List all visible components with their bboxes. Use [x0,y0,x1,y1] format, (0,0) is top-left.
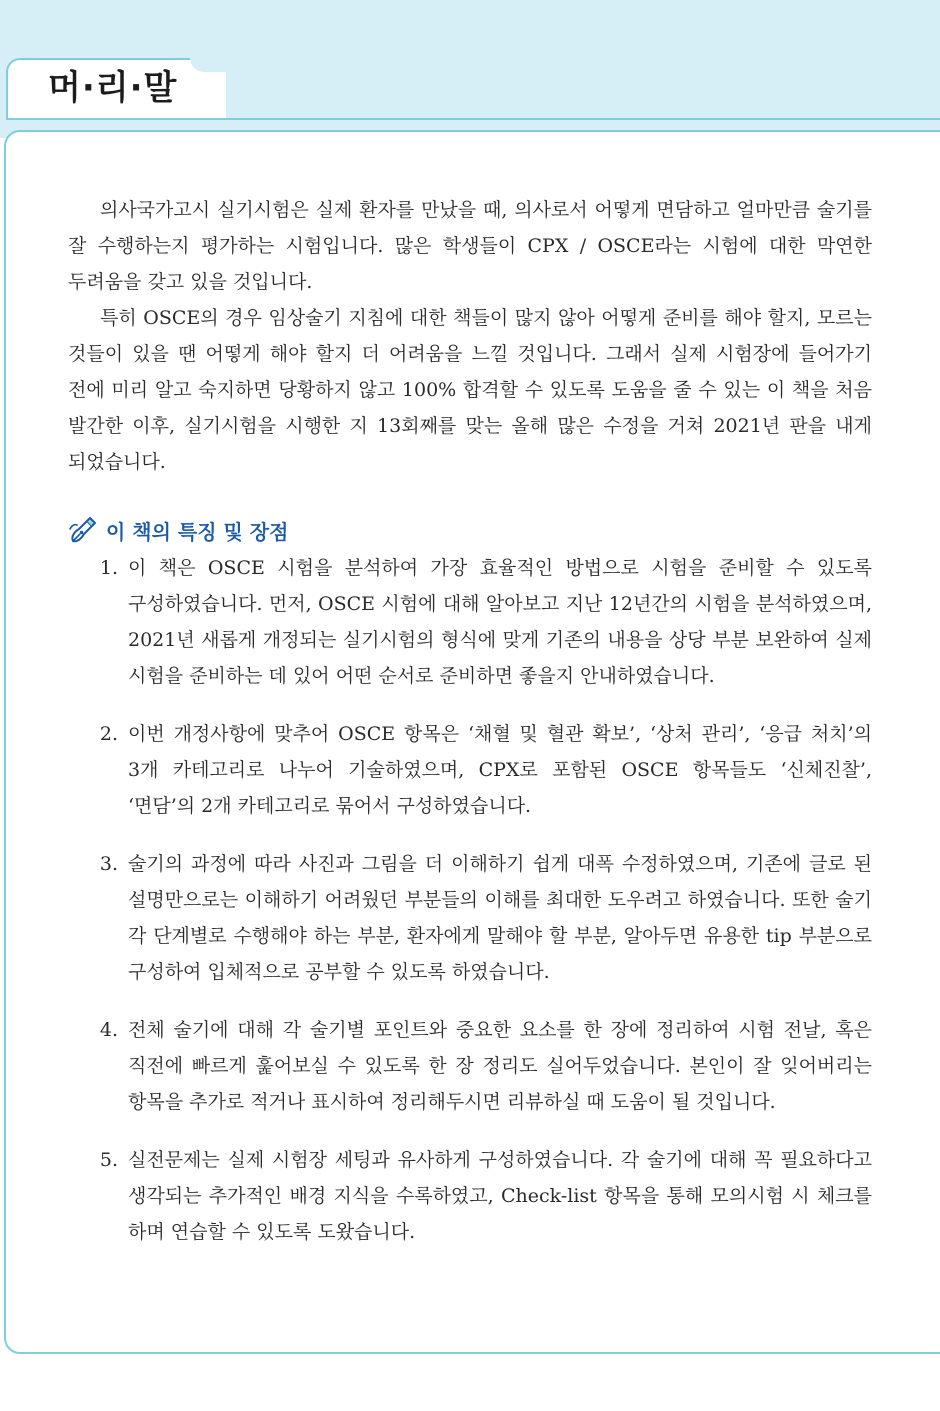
features-heading [68,510,872,550]
features-list [68,550,872,1250]
title-rule [6,118,940,120]
list-item-number: 5. [99,1149,118,1171]
list-item [68,1142,872,1250]
list-item-number: 2. [99,723,118,745]
list-item-text: 술기의 과정에 따라 사진과 그림을 더 이해하기 쉽게 대폭 수정하였으며, 기존에 글로 된 설명만으로는 이해하기 어려웠던 부분들의 이해를 최대한 도우려고 하였습니다. 또한 술기 각 단계별로 수행해야 하는 부분, 환자에게 말해야 할 부분, 알아두면 유용한 tip 부분으로 구성하여 입체적으로 공부할 수 있도록 하였습니다. [128,853,872,983]
list-item-number: 4. [99,1019,118,1041]
list-item [68,846,872,990]
list-item [68,550,872,694]
list-item-text: 실전문제는 실제 시험장 세팅과 유사하게 구성하였습니다. 각 술기에 대해 꼭 필요하다고 생각되는 추가적인 배경 지식을 수록하였고, Check-list 항목을 통해 모의시험 시 체크를 하며 연습할 수 있도록 도왔습니다. [128,1149,872,1243]
list-item-text: 이번 개정사항에 맞추어 OSCE 항목은 ‘채혈 및 혈관 확보’, ‘상처 관리’, ‘응급 처치’의 3개 카테고리로 나누어 기술하였으며, CPX로 포함된 OSCE 항목들도 ‘신체진찰’, ‘면담’의 2개 카테고리로 묶어서 구성하였습니다. [128,723,872,817]
list-item-text: 전체 술기에 대해 각 술기별 포인트와 중요한 요소를 한 장에 정리하여 시험 전날, 혹은 직전에 빠르게 훑어보실 수 있도록 한 장 정리도 실어두었습니다. 본인이 잘 잊어버리는 항목을 추가로 적거나 표시하여 정리해두시면 리뷰하실 때 도움이 될 것입니다. [128,1019,872,1113]
list-item [68,1012,872,1120]
list-item [68,716,872,824]
page-title: 머·리·말 [48,68,178,108]
list-item-text: 이 책은 OSCE 시험을 분석하여 가장 효율적인 방법으로 시험을 준비할 수 있도록 구성하였습니다. 먼저, OSCE 시험에 대해 알아보고 지난 12년간의 시험을 분석하였으며, 2021년 새롭게 개정되는 실기시험의 형식에 맞게 기존의 내용을 상당 부분 보완하여 실제 시험을 준비하는 데 있어 어떤 순서로 준비하면 좋을지 안내하였습니다. [128,557,872,687]
intro-paragraph-1: 의사국가고시 실기시험은 실제 환자를 만났을 때, 의사로서 어떻게 면담하고 얼마만큼 술기를 잘 수행하는지 평가하는 시험입니다. 많은 학생들이 CPX / OSCE라는 시험에 대한 막연한 두려움을 갖고 있을 것입니다. [68,199,872,293]
pen-nib-icon [68,515,98,545]
intro-paragraph-2: 특히 OSCE의 경우 임상술기 지침에 대한 책들이 많지 않아 어떻게 준비를 해야 할지, 모르는 것들이 있을 땐 어떻게 해야 할지 더 어려움을 느낄 것입니다. 그래서 실제 시험장에 들어가기 전에 미리 알고 숙지하면 당황하지 않고 100% 합격할 수 있도록 도움을 줄 수 있는 이 책을 처음 발간한 이후, 실기시험을 시행한 지 13회째를 맞는 올해 많은 수정을 거쳐 2021년 판을 내게 되었습니다. [68,307,872,473]
preface-body [68,192,872,1250]
list-item-number: 3. [99,853,118,875]
features-heading-label: 이 책의 특징 및 장점 [106,519,289,544]
list-item-number: 1. [99,557,118,579]
